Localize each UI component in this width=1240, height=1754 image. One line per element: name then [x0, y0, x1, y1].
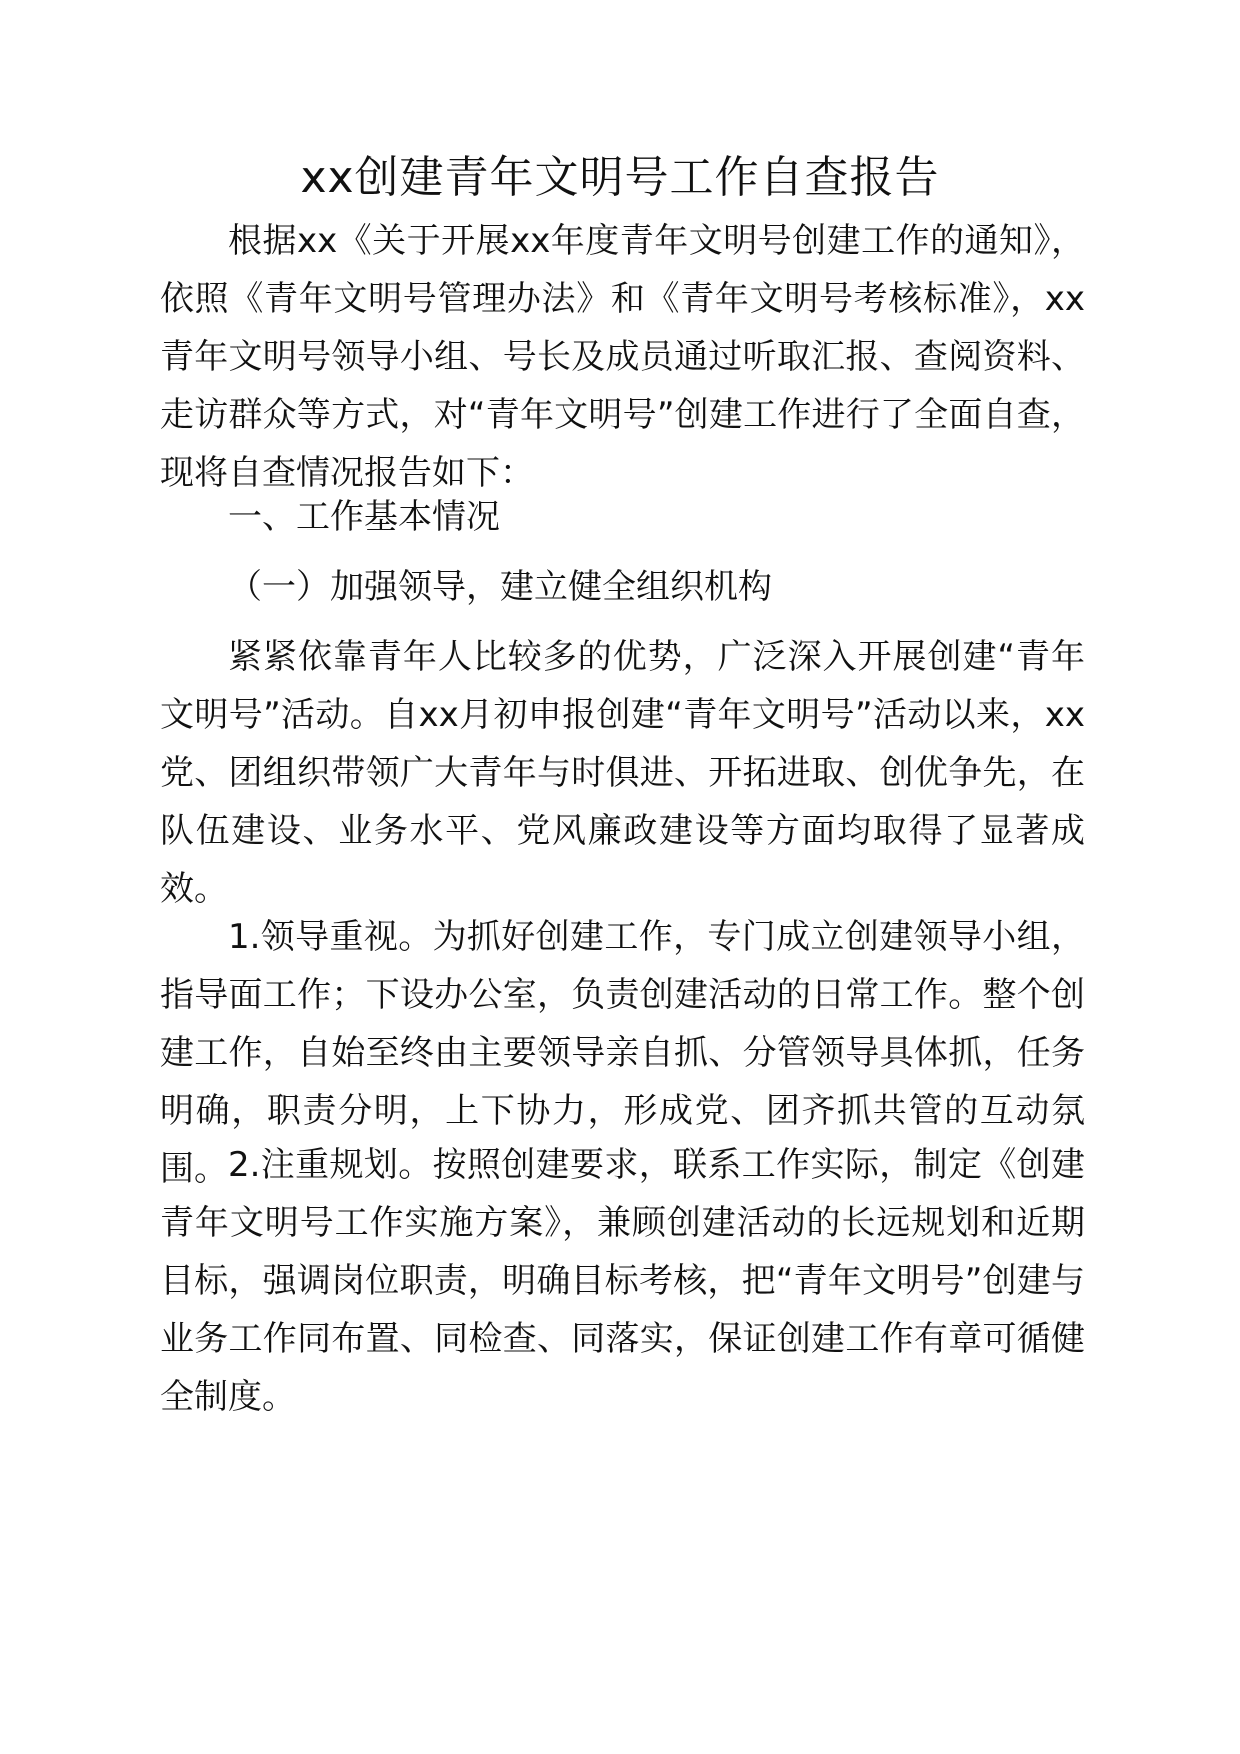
- body-paragraph-1: 紧紧依靠青年人比较多的优势，广泛深入开展创建“青年文明号”活动。自xx月初申报创建“青年文明号”活动以来，xx党、团组织带领广大青年与时俱进、开拓进取、创优争先，在队伍建设、业务水平、党风廉政建设等方面均取得了显著成效。: [160, 637, 1085, 909]
- subsection-heading: （一）加强领导，建立健全组织机构: [228, 567, 772, 607]
- section-heading: 一、工作基本情况: [228, 497, 500, 537]
- document-title: xx创建青年文明号工作自查报告: [300, 152, 940, 203]
- intro-paragraph: 根据xx《关于开展xx年度青年文明号创建工作的通知》，依照《青年文明号管理办法》和《青年文明号考核标准》，xx青年文明号领导小组、号长及成员通过听取汇报、查阅资料、走访群众等方式，对“青年文明号”创建工作进行了全面自查，现将自查情况报告如下：: [160, 221, 1085, 493]
- body-paragraph-2: 1.领导重视。为抓好创建工作，专门成立创建领导小组，指导面工作；下设办公室，负责创建活动的日常工作。整个创建工作，自始至终由主要领导亲自抓、分管领导具体抓，任务明确，职责分明，上下协力，形成党、团齐抓共管的互动氛围。: [160, 917, 1085, 1189]
- body-paragraph-3: 2.注重规划。按照创建要求，联系工作实际，制定《创建青年文明号工作实施方案》，兼顾创建活动的长远规划和近期目标，强调岗位职责，明确目标考核，把“青年文明号”创建与业务工作同布置、同检查、同落实，保证创建工作有章可循健全制度。: [160, 1145, 1085, 1417]
